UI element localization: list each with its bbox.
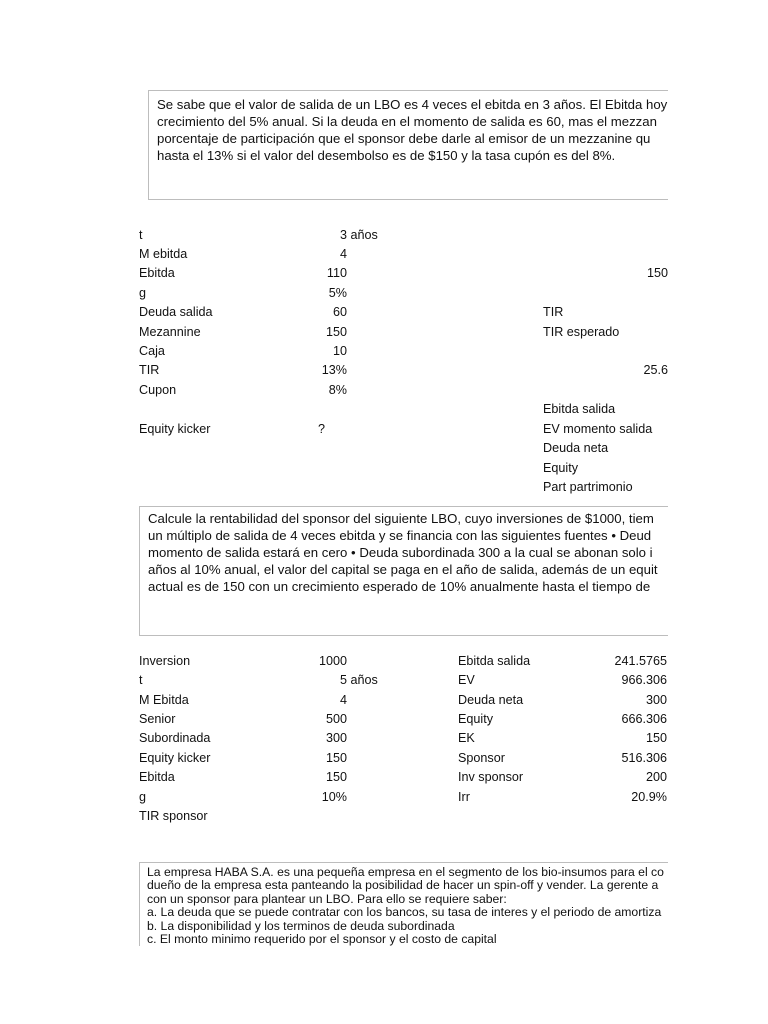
p1-value-ebitda: 110 xyxy=(326,266,347,280)
p2-label-ebitda: Ebitda xyxy=(139,770,175,784)
problem2-line: actual es de 150 con un crecimiento esperado de 10% anualmente hasta el tiempo de xyxy=(148,579,651,594)
p2-label-m-ebitda: M Ebitda xyxy=(139,693,189,707)
p2-right-label-irr: Irr xyxy=(458,790,470,804)
p2-label-inversion: Inversion xyxy=(139,654,191,668)
p2-right-value-inv-sponsor: 200 xyxy=(645,770,667,784)
p2-label-t: t xyxy=(139,673,143,687)
p2-value-m-ebitda: 4 xyxy=(339,693,347,707)
problem1-line: crecimiento del 5% anual. Si la deuda en el momento de salida es 60, mas el mezzan xyxy=(157,114,657,129)
p1-label-deuda-salida: Deuda salida xyxy=(139,305,213,319)
p1-label-g: g xyxy=(139,286,147,300)
problem2-line: un múltiplo de salida de 4 veces ebitda y se financia con las siguientes fuentes • Deud xyxy=(148,528,652,543)
p2-value-t: 5 años xyxy=(340,673,378,687)
p1-right-label-ev-momento-salida: EV momento salida xyxy=(543,422,653,436)
p1-label-cupon: Cupon xyxy=(139,383,177,397)
problem3-line: con un sponsor para plantear un LBO. Para ello se requiere saber: xyxy=(147,891,507,906)
p2-value-ebitda: 150 xyxy=(325,770,347,784)
p2-right-label-ev: EV xyxy=(458,673,475,687)
problem1-line: hasta el 13% si el valor del desembolso es de $150 y la tasa cupón es del 8%. xyxy=(157,148,616,163)
p2-label-senior: Senior xyxy=(139,712,176,726)
problem1-line: porcentaje de participación que el sponsor debe darle al emisor de un mezzanine qu xyxy=(157,131,651,146)
p2-right-label-sponsor: Sponsor xyxy=(458,751,505,765)
p2-right-label-inv-sponsor: Inv sponsor xyxy=(458,770,524,784)
problem3-line: c. El monto minimo requerido por el sponsor y el costo de capital xyxy=(147,932,497,946)
p2-value-inversion: 1000 xyxy=(318,654,347,668)
p2-label-subordinada: Subordinada xyxy=(139,731,211,745)
p1-right-value-150: 150 xyxy=(646,266,668,280)
problem3-line: a. La deuda que se puede contratar con los bancos, su tasa de interes y el periodo de amortiza xyxy=(147,905,662,920)
p1-label-caja: Caja xyxy=(139,344,165,358)
p1-value-caja: 10 xyxy=(332,344,347,358)
p1-right-label-ebitda-salida: Ebitda salida xyxy=(543,402,616,416)
p1-right-label-tir: TIR xyxy=(543,305,564,319)
p2-right-label-ek: EK xyxy=(458,731,475,745)
problem3-line: dueño de la empresa esta panteando la posibilidad de hacer un spin-off y vender. La gerente a xyxy=(147,878,659,893)
p2-right-label-deuda-neta: Deuda neta xyxy=(458,693,524,707)
p2-right-label-ebitda-salida: Ebitda salida xyxy=(458,654,531,668)
p2-right-value-ebitda-salida: 241.5765 xyxy=(614,654,667,668)
p2-label-tir-sponsor: TIR sponsor xyxy=(139,809,208,823)
p2-label-equity-kicker: Equity kicker xyxy=(139,751,211,765)
p1-value-g: 5% xyxy=(328,286,347,300)
p1-label-t: t xyxy=(139,228,143,242)
problem2-textbox xyxy=(139,506,668,636)
problem3-textbox xyxy=(139,862,668,946)
p1-label-tir: TIR xyxy=(139,363,160,377)
p1-value-mezannine: 150 xyxy=(325,325,347,339)
p2-value-g: 10% xyxy=(321,790,347,804)
p1-right-label-deuda-neta: Deuda neta xyxy=(543,441,609,455)
problem2-line: Calcule la rentabilidad del sponsor del siguiente LBO, cuyo inversiones de $1000, tiem xyxy=(148,511,654,526)
p2-right-value-equity: 666.306 xyxy=(621,712,667,726)
p1-label-mezannine: Mezannine xyxy=(139,325,201,339)
p2-value-subordinada: 300 xyxy=(325,731,347,745)
p2-right-value-sponsor: 516.306 xyxy=(621,751,667,765)
p1-value-m-ebitda: 4 xyxy=(339,247,347,261)
p1-right-label-equity: Equity xyxy=(543,461,579,475)
p2-value-equity-kicker: 150 xyxy=(325,751,347,765)
problem2-line: momento de salida estará en cero • Deuda subordinada 300 a la cual se abonan solo i xyxy=(148,545,653,560)
p2-right-label-equity: Equity xyxy=(458,712,494,726)
p1-right-label-tir-esperado: TIR esperado xyxy=(543,325,620,339)
p1-value-cupon: 8% xyxy=(328,383,347,397)
p1-right-value-25-6: 25.6 xyxy=(643,363,668,377)
p1-label-ebitda: Ebitda xyxy=(139,266,175,280)
p2-right-value-deuda-neta: 300 xyxy=(645,693,667,707)
p2-value-senior: 500 xyxy=(325,712,347,726)
problem3-line: La empresa HABA S.A. es una pequeña empresa en el segmento de los bio-insumos para el co xyxy=(147,865,664,879)
p1-value-equity-kicker: ? xyxy=(318,422,326,436)
p2-label-g: g xyxy=(139,790,147,804)
p1-value-t: 3 años xyxy=(340,228,378,242)
problem1-textbox xyxy=(148,90,668,200)
p2-right-value-ek: 150 xyxy=(645,731,667,745)
problem2-line: años al 10% anual, el valor del capital se paga en el año de salida, además de un equit xyxy=(148,562,658,577)
problem1-line: Se sabe que el valor de salida de un LBO es 4 veces el ebitda en 3 años. El Ebitda hoy xyxy=(157,97,668,112)
problem3-line: b. La disponibilidad y los terminos de deuda subordinada xyxy=(147,918,455,933)
p1-value-tir: 13% xyxy=(321,363,347,377)
p2-right-value-irr: 20.9% xyxy=(631,790,667,804)
p1-label-m-ebitda: M ebitda xyxy=(139,247,188,261)
p1-right-label-part-patrimonio: Part partrimonio xyxy=(543,480,633,494)
p1-value-deuda-salida: 60 xyxy=(332,305,347,319)
p2-right-value-ev: 966.306 xyxy=(621,673,667,687)
p1-label-equity-kicker: Equity kicker xyxy=(139,422,211,436)
